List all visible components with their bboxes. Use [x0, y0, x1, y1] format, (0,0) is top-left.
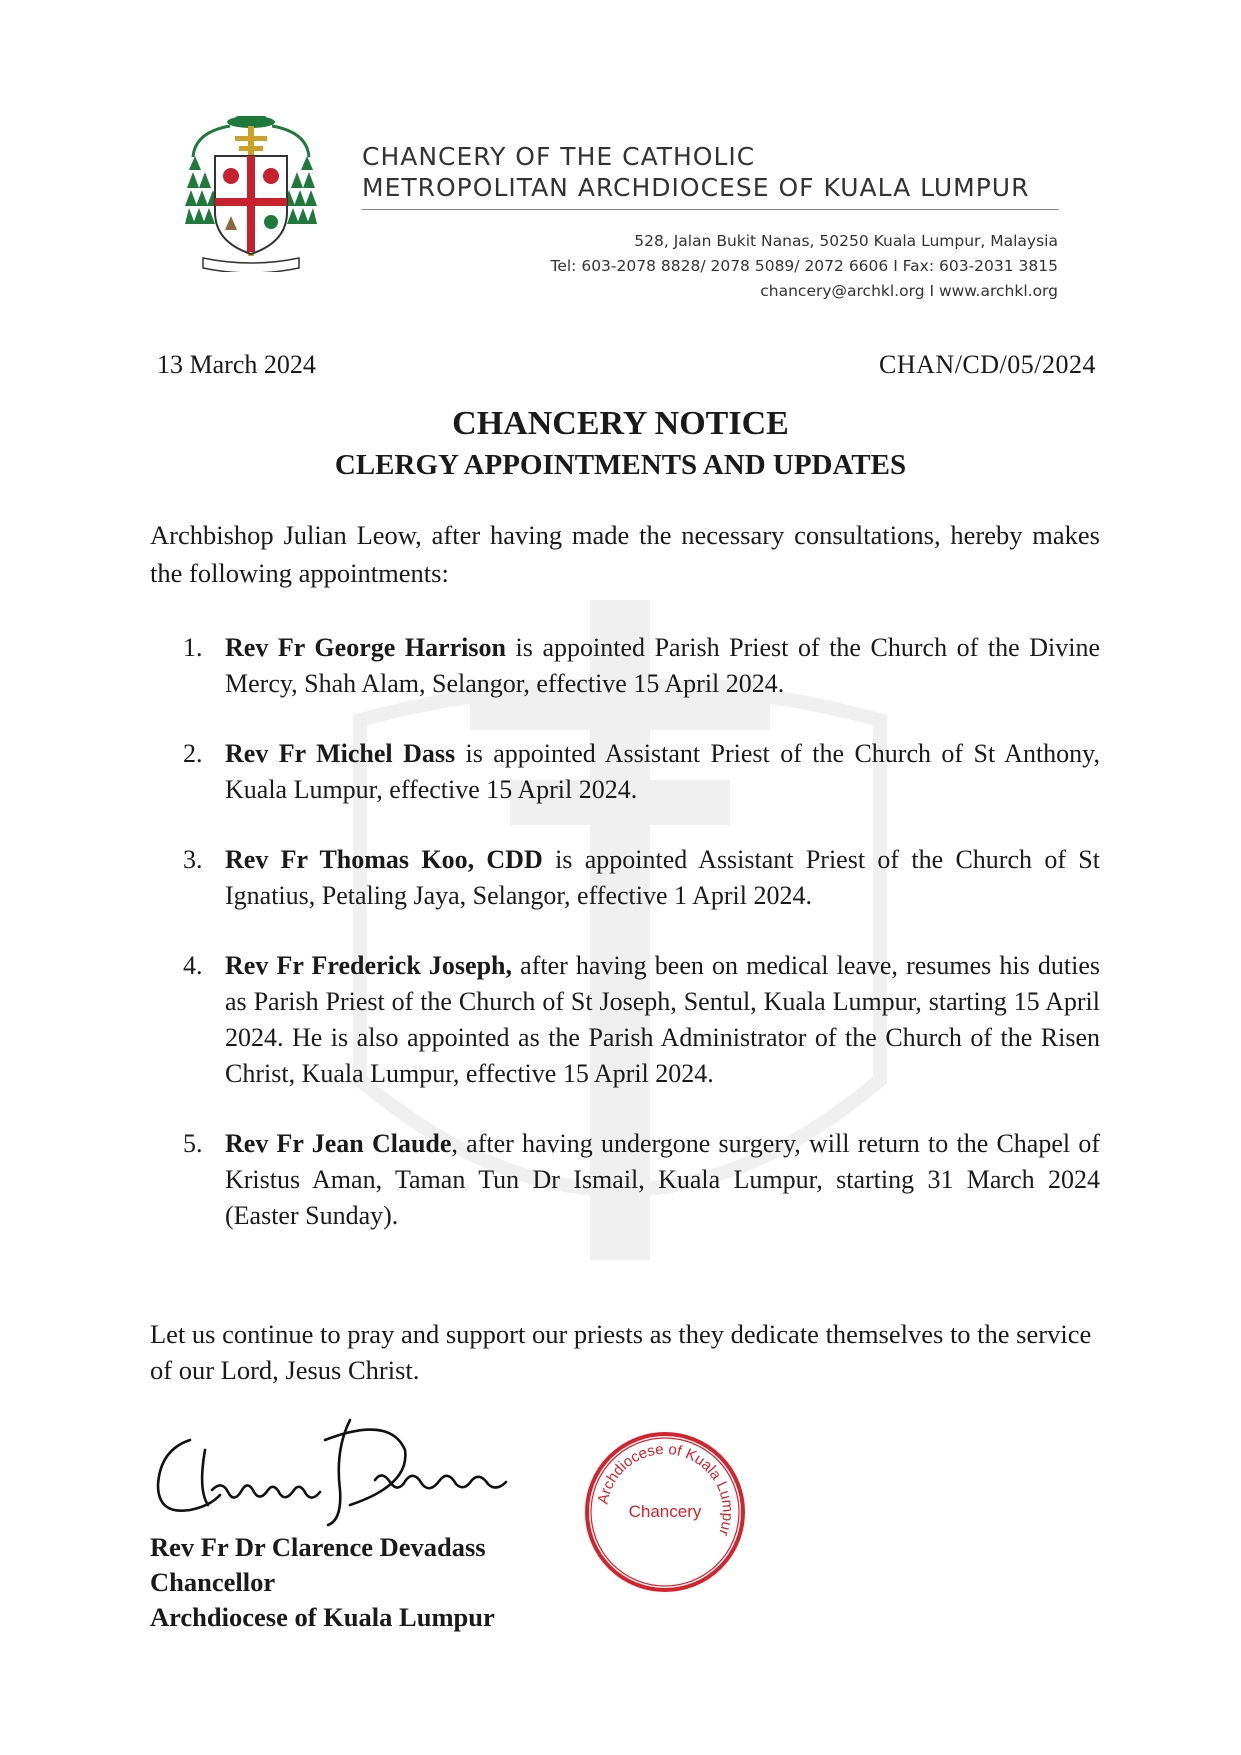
signatory-org: Archdiocese of Kuala Lumpur: [150, 1602, 495, 1632]
list-item: [183, 736, 1100, 808]
letterhead-contact: [551, 229, 1059, 304]
letterhead-phone: Tel: 603-2078 8828/ 2078 5089/ 2072 6606 I Fax: 603-2031 3815: [550, 257, 1058, 275]
signatory-name: Rev Fr Dr Clarence Devadass: [150, 1532, 486, 1562]
intro-paragraph: Archbishop Julian Leow, after having made the necessary consultations, hereby makes the following appointments:: [150, 520, 1100, 588]
item-text: is appointed Parish Priest of the Church of the Divine Mercy, Shah Alam, Selangor, effective 15 April 2024.: [225, 633, 1101, 698]
archdiocese-crest-logo: [185, 112, 317, 272]
item-number: 3.: [183, 845, 203, 874]
letterhead-web: chancery@archkl.org I www.archkl.org: [760, 282, 1058, 300]
item-number: 4.: [183, 951, 203, 980]
priest-name: Rev Fr Jean Claude: [225, 1129, 452, 1158]
stamp-center-text: Chancery: [628, 1502, 702, 1521]
list-item: [183, 842, 1100, 914]
item-number: 1.: [183, 633, 203, 662]
closing-paragraph: Let us continue to pray and support our priests as they dedicate themselves to the service of our Lord, Jesus Christ.: [150, 1319, 1092, 1385]
stamp-ring-text: Archdiocese of Kuala Lumpur: [594, 1440, 737, 1539]
priest-name: Rev Fr Michel Dass: [225, 739, 456, 768]
priest-name: Rev Fr Thomas Koo, CDD: [225, 845, 543, 874]
handwritten-signature: [150, 1410, 550, 1530]
signatory-block: [150, 1530, 495, 1635]
appointments-list: [183, 630, 1100, 1234]
priest-name: Rev Fr George Harrison: [225, 633, 506, 662]
notice-reference: CHAN/CD/05/2024: [879, 350, 1096, 379]
letterhead-line2: METROPOLITAN ARCHDIOCESE OF KUALA LUMPUR: [362, 173, 1030, 202]
letterhead-address: 528, Jalan Bukit Nanas, 50250 Kuala Lumpur, Malaysia: [634, 232, 1058, 250]
list-item: [183, 630, 1100, 702]
notice-subtitle: CLERGY APPOINTMENTS AND UPDATES: [334, 449, 907, 481]
item-text: is appointed Assistant Priest of the Church of St Ignatius, Petaling Jaya, Selangor, effective 1 April 2024.: [225, 845, 1100, 910]
item-number: 2.: [183, 739, 203, 768]
letterhead-line1: CHANCERY OF THE CATHOLIC: [362, 142, 756, 171]
item-number: 5.: [183, 1129, 203, 1158]
letterhead-title: [362, 141, 1062, 203]
chancery-stamp: [580, 1425, 750, 1600]
signatory-role: Chancellor: [150, 1567, 276, 1597]
priest-name: Rev Fr Frederick Joseph,: [225, 951, 513, 980]
item-text: after having been on medical leave, resumes his duties as Parish Priest of the Church of St Joseph, Sentul, Kuala Lumpur, starting 15 April 2024. He is also appointed as the Parish Administrator of the Church of the Risen Christ, Kuala Lumpur, effective 15 April 2024.: [225, 951, 1100, 1088]
notice-date: 13 March 2024: [157, 350, 316, 379]
svg-text:Archdiocese of Kuala Lumpur: [595, 1441, 737, 1538]
notice-title: CHANCERY NOTICE: [452, 405, 789, 442]
list-item: [183, 1126, 1100, 1234]
item-text: is appointed Assistant Priest of the Church of St Anthony, Kuala Lumpur, effective 15 April 2024.: [225, 739, 1100, 804]
item-text: , after having undergone surgery, will return to the Chapel of Kristus Aman, Taman Tun Dr Ismail, Kuala Lumpur, starting 31 March 2024 (Easter Sunday).: [225, 1129, 1100, 1230]
letterhead-divider: [362, 209, 1059, 210]
list-item: [183, 948, 1100, 1092]
